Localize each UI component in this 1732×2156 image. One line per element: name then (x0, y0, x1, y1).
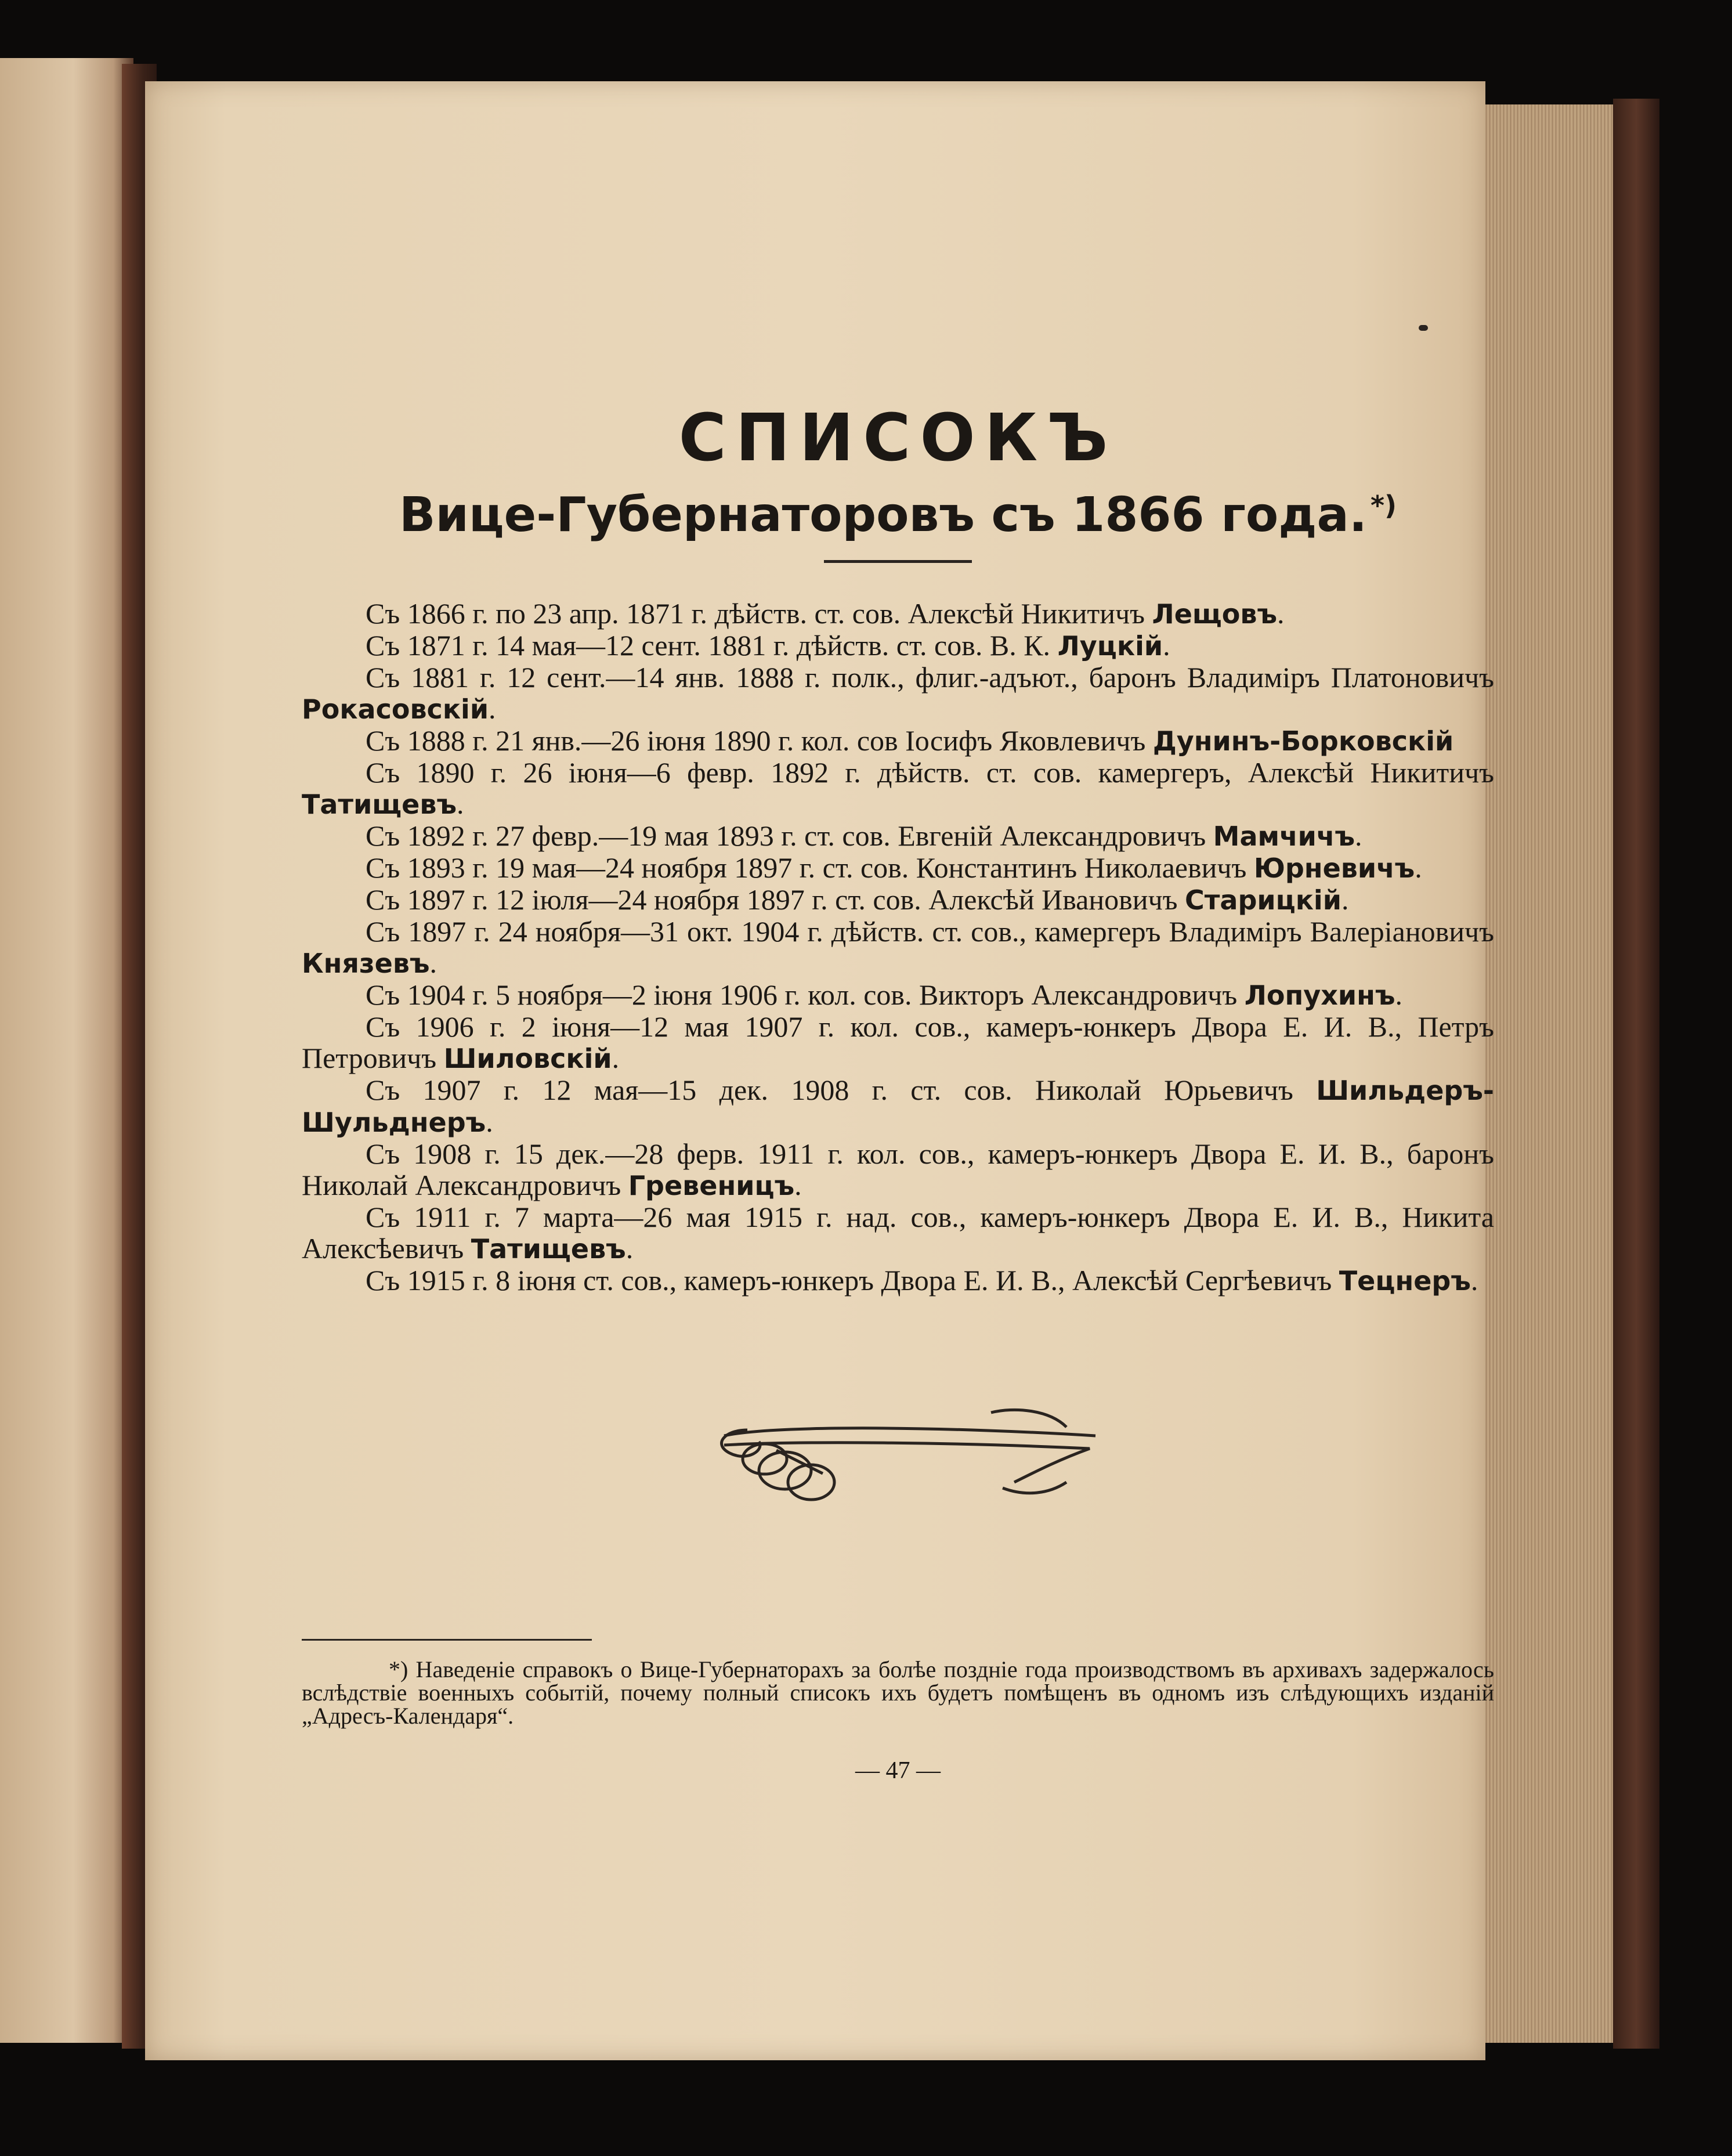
entry-text: Съ 1892 г. 27 февр.—19 мая 1893 г. ст. сов. Евгеній Александровичъ (366, 819, 1213, 852)
entry-tail: . (486, 1106, 493, 1138)
page-edges (1480, 104, 1622, 2043)
entry-text: Съ 1897 г. 24 ноября—31 окт. 1904 г. дѣйств. ст. сов., камергеръ Владиміръ Валеріановичъ (366, 915, 1494, 948)
entry-tail: . (429, 947, 437, 979)
entry-tail: . (1395, 978, 1403, 1011)
entry-name: Шиловскій (443, 1043, 612, 1074)
entry (302, 884, 1494, 916)
entry (302, 820, 1494, 852)
page-content (302, 400, 1494, 1785)
footnote: *) Наведеніе справокъ о Вице-Губернаторахъ за болѣе поздніе года производствомъ въ архивахъ задержалось вслѣдствіе военныхъ событій, почему полный списокъ ихъ будетъ помѣщенъ въ одномъ изъ слѣдующихъ изданій „Адресъ-Календаря“. (302, 1656, 1494, 1729)
entry (302, 630, 1494, 662)
entry-text: Съ 1866 г. по 23 апр. 1871 г. дѣйств. ст. сов. Алексѣй Никитичъ (366, 597, 1152, 630)
entry (302, 1265, 1494, 1297)
entry-name: Гревеницъ (628, 1170, 795, 1201)
entries-list (302, 598, 1494, 1297)
left-page (0, 58, 133, 2043)
entry-name: Мамчичъ (1213, 821, 1355, 852)
entry-name: Тецнеръ (1339, 1265, 1471, 1297)
entry (302, 1138, 1494, 1201)
book-page (145, 81, 1494, 2060)
entry-name: Шильдеръ-Шульднеръ (302, 1075, 1494, 1138)
entry-tail: . (612, 1042, 620, 1074)
title-rule (824, 560, 972, 563)
entry-name: Татищевъ (471, 1233, 626, 1265)
floral-ornament (689, 1395, 1107, 1511)
entry-name: Лещовъ (1152, 598, 1278, 630)
entry-name: Татищевъ (302, 789, 457, 820)
entry (302, 1011, 1494, 1074)
page-title: СПИСОКЪ (678, 400, 1118, 476)
entry-text: Съ 1906 г. 2 іюня—12 мая 1907 г. кол. сов., камеръ-юнкеръ Двора Е. И. В., Петръ Петровичъ (302, 1010, 1494, 1074)
entry-tail: . (1415, 851, 1422, 884)
entry-text: Съ 1897 г. 12 іюля—24 ноября 1897 г. ст. сов. Алексѣй Ивановичъ (366, 883, 1185, 916)
entry (302, 598, 1494, 630)
entry-text: Съ 1908 г. 15 дек.—28 ферв. 1911 г. кол. сов., камеръ-юнкеръ Двора Е. И. В., баронъ Николай Александровичъ (302, 1137, 1494, 1201)
entry (302, 979, 1494, 1011)
entry-text: Съ 1893 г. 19 мая—24 ноября 1897 г. ст. сов. Константинъ Николаевичъ (366, 851, 1254, 884)
entry-name: Рокасовскій (302, 694, 489, 725)
entry-name: Князевъ (302, 948, 430, 979)
entry-text: Съ 1915 г. 8 іюня ст. сов., камеръ-юнкеръ Двора Е. И. В., Алексѣй Сергѣевичъ (366, 1264, 1339, 1297)
entry-text: Съ 1904 г. 5 ноября—2 іюня 1906 г. кол. сов. Викторъ Александровичъ (366, 978, 1245, 1011)
entry (302, 1201, 1494, 1265)
entry (302, 662, 1494, 725)
entry-tail: . (489, 692, 496, 725)
entry-text: Съ 1881 г. 12 сент.—14 янв. 1888 г. полк., флиг.-адъют., баронъ Владиміръ Платоновичъ (366, 661, 1494, 694)
entry-tail: . (1470, 1264, 1478, 1297)
entry-name: Юрневичъ (1253, 853, 1415, 884)
entry-text: Съ 1871 г. 14 мая—12 сент. 1881 г. дѣйств. ст. сов. В. К. (366, 629, 1058, 662)
entry-tail: . (794, 1169, 802, 1201)
entry (302, 916, 1494, 979)
page-number: — 47 — (855, 1757, 941, 1784)
entry (302, 852, 1494, 884)
entry-text: Съ 1888 г. 21 янв.—26 іюня 1890 г. кол. сов Іосифъ Яковлевичъ (366, 724, 1153, 757)
entry (302, 725, 1494, 757)
ink-speck (1419, 325, 1428, 331)
entry-tail: . (1277, 597, 1285, 630)
entry-text: Съ 1911 г. 7 марта—26 мая 1915 г. над. сов., камеръ-юнкеръ Двора Е. И. В., Никита Алексѣевичъ (302, 1201, 1494, 1265)
entry-name: Старицкій (1185, 884, 1342, 916)
entry-tail: . (1163, 629, 1170, 662)
entry-tail: . (625, 1232, 634, 1265)
entry (302, 1074, 1494, 1138)
page-subtitle (302, 487, 1494, 543)
entry-tail: . (1355, 819, 1362, 852)
back-cover (1613, 99, 1659, 2049)
entry-text: Съ 1890 г. 26 іюня—6 февр. 1892 г. дѣйств. ст. сов. камергеръ, Алексѣй Никитичъ (366, 756, 1494, 789)
entry-tail: . (1341, 883, 1349, 916)
entry-name: Луцкій (1057, 630, 1163, 662)
entry-name: Дунинъ-Борковскій (1152, 725, 1454, 757)
entry-name: Лопухинъ (1244, 980, 1395, 1011)
subtitle-text: Вице-Губернаторовъ съ 1866 года. (399, 487, 1367, 543)
entry-text: Съ 1907 г. 12 мая—15 дек. 1908 г. ст. сов. Николай Юрьевичъ (366, 1074, 1317, 1106)
entry-tail: . (457, 788, 464, 820)
footnote-marker: *) (1370, 489, 1397, 521)
entry (302, 757, 1494, 820)
footnote-rule (302, 1639, 592, 1641)
